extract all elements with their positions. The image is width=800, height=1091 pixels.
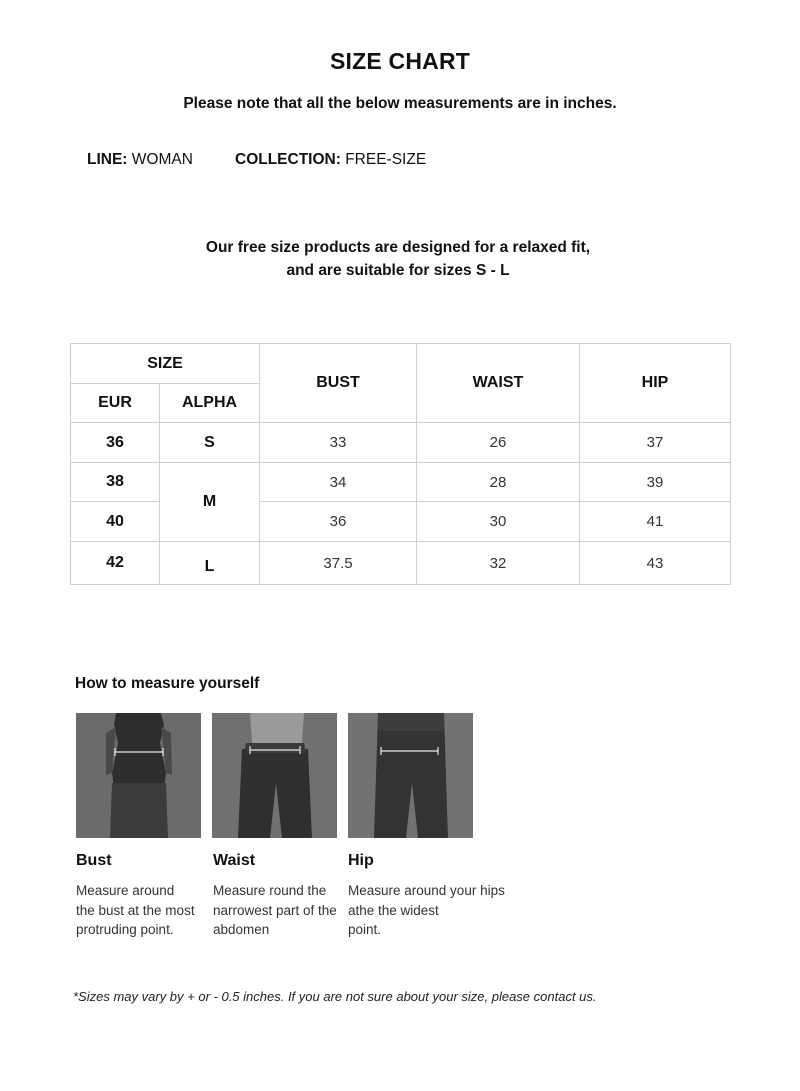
hip-measure-image <box>348 713 473 838</box>
collection-value: FREE-SIZE <box>345 151 427 168</box>
hip-description-line: athe the widest <box>348 902 439 918</box>
page-title: SIZE CHART <box>330 48 470 74</box>
eur-cell: 42 <box>71 542 160 585</box>
table-header-row <box>71 344 731 384</box>
free-size-note-line-1: Our free size products are designed for a relaxed fit, <box>205 239 591 256</box>
waist-title: Waist <box>213 852 256 869</box>
waist-cell: 30 <box>417 502 580 542</box>
eur-cell: 40 <box>71 502 160 542</box>
hip-cell: 37 <box>580 423 731 463</box>
line-value: WOMAN <box>131 151 193 168</box>
bust-title: Bust <box>76 852 112 869</box>
hip-header: HIP <box>580 344 731 423</box>
waist-header: WAIST <box>417 344 580 423</box>
eur-cell: 36 <box>71 423 160 463</box>
size-table <box>70 343 731 585</box>
waist-cell: 28 <box>417 463 580 502</box>
bust-cell: 36 <box>260 502 417 542</box>
bust-description <box>76 881 226 940</box>
hip-description <box>348 881 518 940</box>
hip-description-line: Measure around your hips <box>348 883 505 898</box>
line-label: LINE: <box>87 151 128 168</box>
hip-title: Hip <box>348 852 374 869</box>
table-row <box>71 463 731 502</box>
hip-cell: 41 <box>580 502 731 542</box>
waist-cell: 26 <box>417 423 580 463</box>
waist-description-line: abdomen <box>213 922 270 937</box>
bust-header: BUST <box>260 344 417 423</box>
waist-description <box>213 881 363 940</box>
alpha-header: ALPHA <box>160 384 260 423</box>
collection-info <box>235 151 426 169</box>
alpha-cell: M <box>160 463 260 542</box>
bust-description-line: the bust at the most <box>76 902 195 918</box>
eur-header: EUR <box>71 384 160 423</box>
line-info <box>87 151 193 169</box>
bust-cell: 34 <box>260 463 417 502</box>
bust-measure-image <box>76 713 201 838</box>
free-size-note <box>0 236 796 282</box>
bust-cell: 37.5 <box>260 542 417 585</box>
waist-measure-image <box>212 713 337 838</box>
size-header: SIZE <box>71 344 260 384</box>
how-to-measure-heading: How to measure yourself <box>75 675 260 692</box>
alpha-cell: L <box>160 542 260 585</box>
hip-description-line: point. <box>348 922 382 937</box>
free-size-note-line-2: and are suitable for sizes S - L <box>286 262 510 279</box>
hip-cell: 39 <box>580 463 731 502</box>
bust-description-line: Measure around <box>76 883 175 898</box>
table-row <box>71 542 731 585</box>
alpha-cell: S <box>160 423 260 463</box>
eur-cell: 38 <box>71 463 160 502</box>
measurement-note: Please note that all the below measurements are in inches. <box>183 95 617 112</box>
bust-cell: 33 <box>260 423 417 463</box>
waist-description-line: Measure round the <box>213 883 327 898</box>
waist-description-line: narrowest part of the <box>213 902 337 918</box>
bust-description-line: protruding point. <box>76 922 174 937</box>
hip-cell: 43 <box>580 542 731 585</box>
collection-label: COLLECTION: <box>235 151 341 168</box>
table-row <box>71 423 731 463</box>
size-footnote: *Sizes may vary by + or - 0.5 inches. If you are not sure about your size, please contact us. <box>73 989 597 1004</box>
waist-cell: 32 <box>417 542 580 585</box>
